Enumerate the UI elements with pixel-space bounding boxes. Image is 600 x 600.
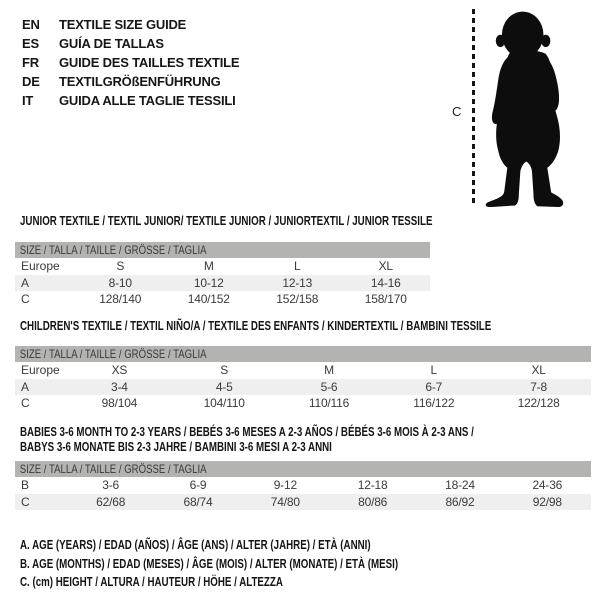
babies-table-title-line1: BABIES 3-6 MONTH TO 2-3 YEARS / BEBÉS 3-6 MESES A 2-3 AÑOS / BÉBÉS 3-6 MOIS À 2-3 ANS /: [20, 425, 474, 439]
table-row-height: [15, 494, 591, 511]
height-measure-dashed-line: [472, 9, 475, 205]
age-cell: 6-7: [425, 379, 443, 394]
age-cell: 12-13: [282, 275, 313, 290]
age-cell: 3-6: [102, 478, 120, 493]
age-cell: 5-6: [320, 379, 338, 394]
row-label: B: [21, 478, 30, 493]
table-row-europe: [15, 258, 430, 275]
language-title: GUIDE DES TAILLES TEXTILE: [59, 55, 240, 70]
row-label: A: [21, 379, 30, 394]
age-cell: 7-8: [530, 379, 547, 394]
age-cell: 3-4: [111, 379, 128, 394]
height-cell: 86/92: [445, 494, 475, 509]
size-header-bar: [15, 242, 430, 258]
row-label: Europe: [21, 259, 60, 274]
height-cell: 158/170: [364, 292, 407, 307]
language-code: IT: [22, 93, 34, 108]
language-title: GUIDA ALLE TAGLIE TESSILI: [59, 93, 236, 108]
age-cell: 14-16: [370, 275, 401, 290]
size-cell: XL: [378, 259, 393, 274]
row-label: A: [21, 275, 30, 290]
age-cell: 9-12: [273, 478, 297, 493]
language-code: EN: [22, 17, 40, 32]
table-row-age: [15, 477, 591, 494]
size-cell: M: [203, 259, 214, 274]
table-row-age: [15, 379, 591, 396]
size-cell: L: [294, 259, 301, 274]
language-code: DE: [22, 74, 40, 89]
language-row: [22, 72, 239, 91]
legend-line-c: C. (cm) HEIGHT / ALTURA / HAUTEUR / HÖHE / ALTEZZA: [20, 575, 283, 589]
height-cell: 140/152: [187, 292, 230, 307]
babies-size-table: [15, 461, 591, 510]
language-row: [22, 53, 239, 72]
row-label: C: [21, 494, 30, 509]
language-title: GUÍA DE TALLAS: [59, 36, 164, 51]
height-cell: 68/74: [183, 494, 213, 509]
height-cell: 98/104: [101, 396, 138, 411]
size-header-bar: [15, 346, 591, 362]
size-cell: XL: [531, 363, 546, 378]
language-title-block: [22, 15, 239, 110]
table-row-europe: [15, 362, 591, 379]
height-cell: 152/158: [276, 292, 319, 307]
age-cell: 6-9: [189, 478, 207, 493]
height-cell: 74/80: [270, 494, 300, 509]
size-header-bar: [15, 461, 591, 477]
age-cell: 10-12: [193, 275, 224, 290]
age-cell: 24-36: [532, 478, 563, 493]
height-cell: 80/86: [358, 494, 388, 509]
language-code: FR: [22, 55, 39, 70]
age-cell: 8-10: [108, 275, 132, 290]
size-cell: S: [116, 259, 125, 274]
height-cell: 110/116: [308, 396, 350, 411]
measurement-legend: [20, 536, 505, 592]
height-cell: 128/140: [99, 292, 142, 307]
language-row: [22, 91, 239, 110]
size-cell: S: [220, 363, 229, 378]
children-size-table: [15, 346, 591, 412]
language-row: [22, 34, 239, 53]
row-label: C: [21, 396, 30, 411]
children-table-title: CHILDREN'S TEXTILE / TEXTIL NIÑO/A / TEXTILE DES ENFANTS / KINDERTEXTIL / BAMBINI TESSILE: [20, 319, 492, 333]
size-header-label: SIZE / TALLA / TAILLE / GRÖSSE / TAGLIA: [19, 243, 207, 257]
baby-silhouette-icon: [478, 7, 572, 207]
legend-line-b: B. AGE (MONTHS) / EDAD (MESES) / ÂGE (MOIS) / ALTER (MONATE) / ETÀ (MESI): [20, 556, 399, 571]
table-row-height: [15, 395, 591, 412]
language-title: TEXTILE SIZE GUIDE: [59, 17, 187, 32]
height-cell: 116/122: [413, 396, 455, 411]
legend-line-a: A. AGE (YEARS) / EDAD (AÑOS) / ÂGE (ANS) / ALTER (JAHRE) / ETÀ (ANNI): [20, 538, 371, 552]
language-title: TEXTILGRÖßENFÜHRUNG: [59, 74, 221, 89]
size-cell: L: [430, 363, 438, 378]
size-header-label: SIZE / TALLA / TAILLE / GRÖSSE / TAGLIA: [19, 462, 207, 476]
size-cell: M: [324, 363, 334, 378]
age-cell: 18-24: [445, 478, 475, 493]
row-label: C: [21, 292, 30, 307]
table-row-age: [15, 275, 430, 292]
height-cell: 62/68: [96, 494, 126, 509]
height-cell: 92/98: [532, 494, 562, 509]
babies-table-title-line2: BABYS 3-6 MONATE BIS 2-3 JAHRE / BAMBINI 3-6 MESI A 2-3 ANNI: [20, 440, 332, 454]
height-cell: 104/110: [203, 396, 245, 411]
size-cell: XS: [111, 363, 128, 378]
table-row-height: [15, 291, 430, 308]
language-row: [22, 15, 239, 34]
junior-size-table: [15, 242, 430, 308]
age-cell: 4-5: [215, 379, 233, 394]
height-measure-label: C: [452, 104, 462, 119]
height-cell: 122/128: [517, 396, 560, 411]
language-code: ES: [22, 36, 39, 51]
age-cell: 12-18: [357, 478, 388, 493]
junior-table-title: JUNIOR TEXTILE / TEXTIL JUNIOR/ TEXTILE JUNIOR / JUNIORTEXTIL / JUNIOR TESSILE: [20, 214, 433, 228]
row-label: Europe: [21, 363, 60, 378]
size-header-label: SIZE / TALLA / TAILLE / GRÖSSE / TAGLIA: [19, 347, 207, 361]
